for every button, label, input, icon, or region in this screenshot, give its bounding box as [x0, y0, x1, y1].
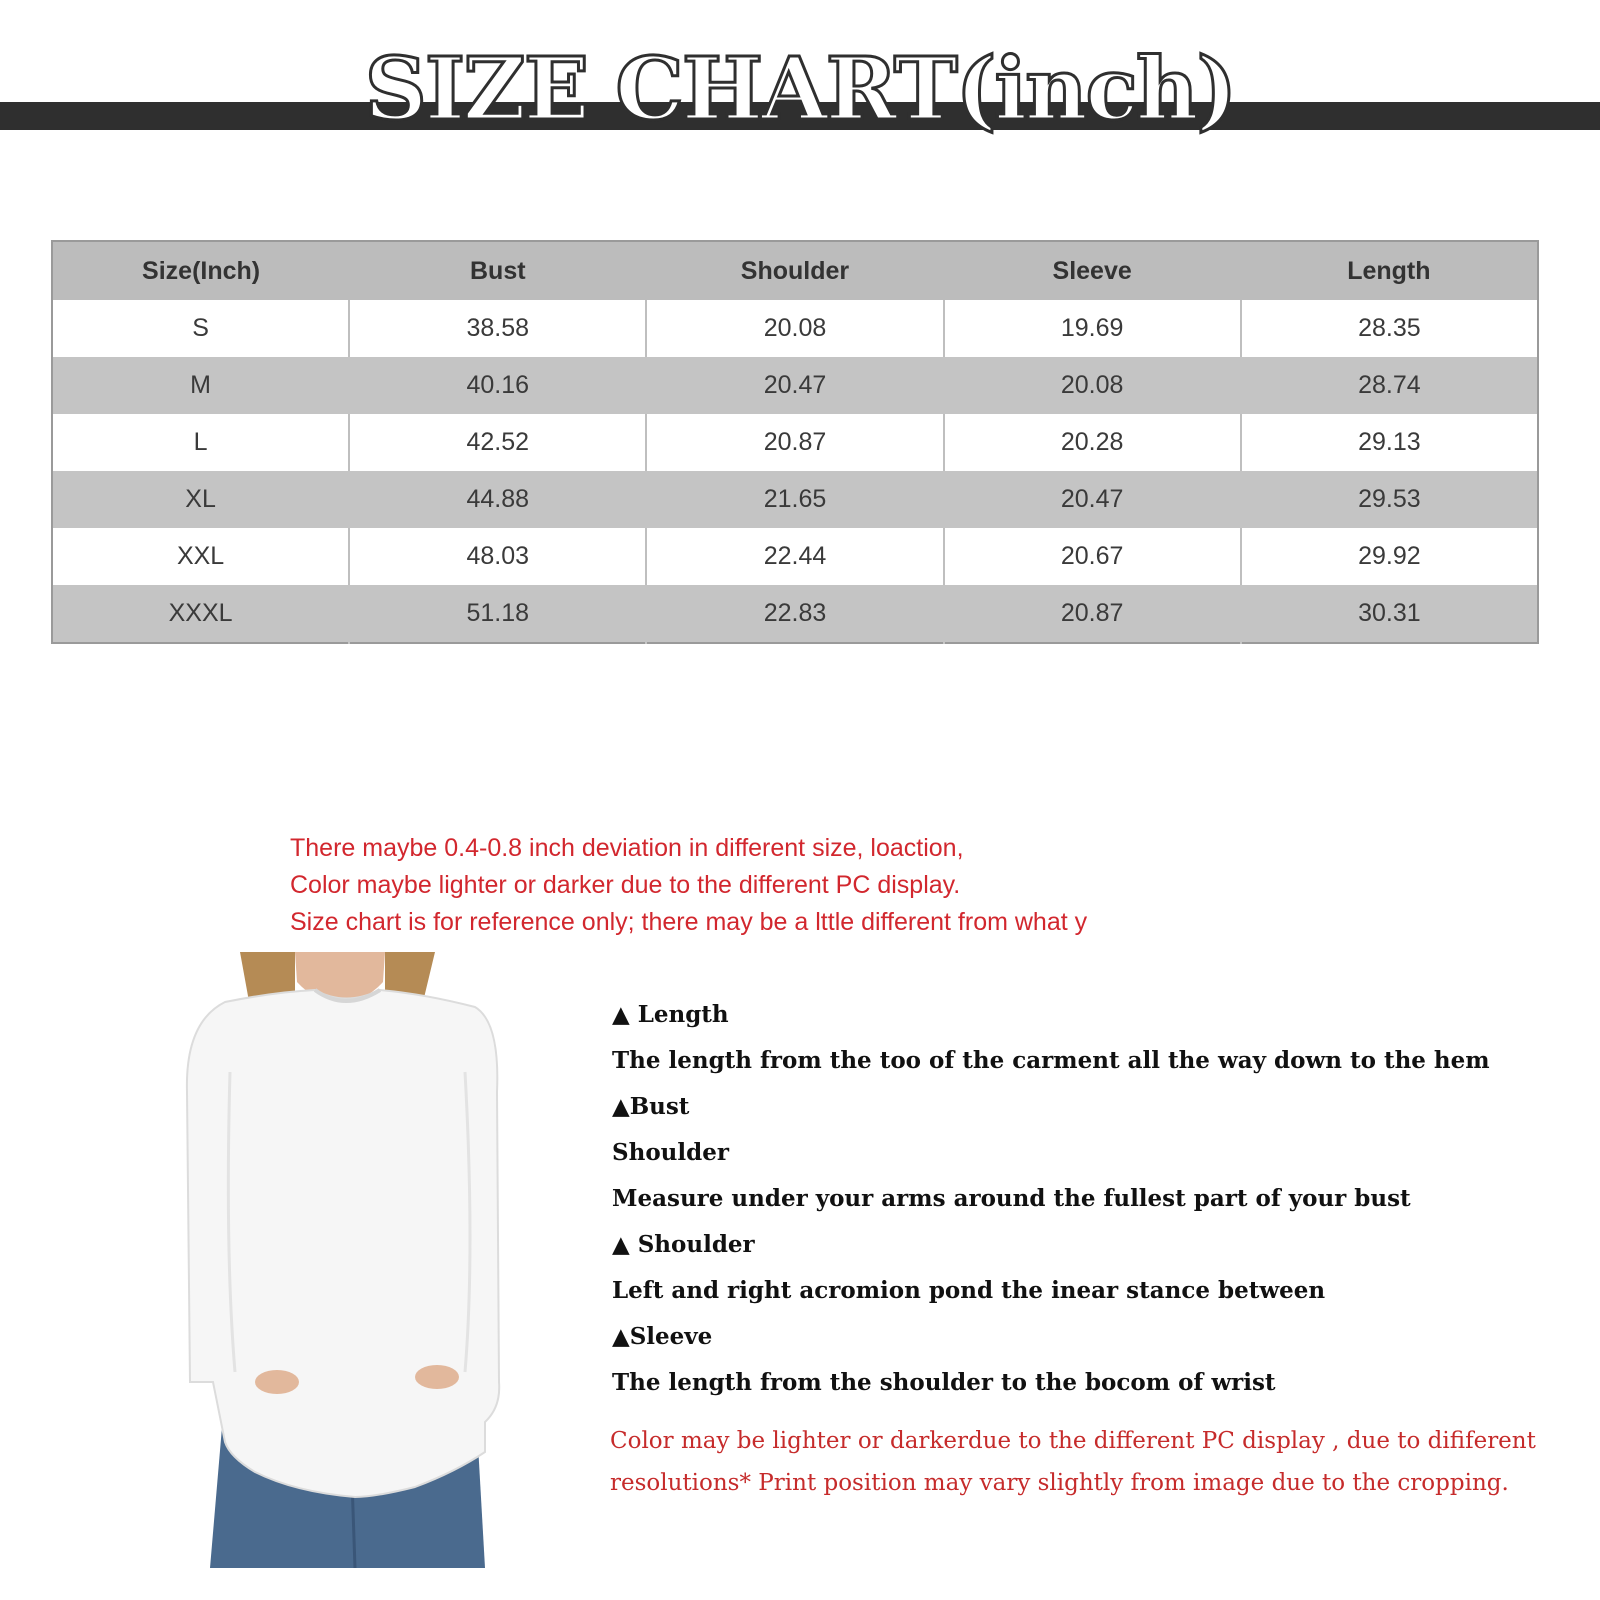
- guide-sleeve-text: The length from the shoulder to the bocom of wrist: [612, 1369, 1276, 1396]
- cell-length: 29.92: [1241, 528, 1538, 585]
- cell-shoulder: 22.44: [646, 528, 943, 585]
- notice-line: Color maybe lighter or darker due to the different PC display.: [290, 871, 961, 899]
- cell-size: XL: [52, 471, 349, 528]
- cell-size: L: [52, 414, 349, 471]
- measurement-guide: [612, 1000, 1562, 1414]
- guide-shoulder-label: Shoulder: [612, 1139, 729, 1166]
- guide-sleeve-heading: ▲Sleeve: [612, 1323, 713, 1350]
- size-chart-table: [51, 240, 1539, 644]
- table-row: [52, 528, 1538, 585]
- guide-length-heading: ▲ Length: [612, 1001, 729, 1028]
- cell-sleeve: 20.47: [944, 471, 1241, 528]
- cell-length: 29.13: [1241, 414, 1538, 471]
- table-row: [52, 300, 1538, 357]
- cell-size: S: [52, 300, 349, 357]
- cell-size: XXL: [52, 528, 349, 585]
- guide-bust-text: Measure under your arms around the fullest part of your bust: [612, 1185, 1411, 1212]
- header-sleeve: Sleeve: [944, 241, 1241, 300]
- cell-bust: 40.16: [349, 357, 646, 414]
- left-hand: [255, 1370, 299, 1394]
- table-row: [52, 357, 1538, 414]
- guide-shoulder-text: Left and right acromion pond the inear stance between: [612, 1277, 1326, 1304]
- cell-bust: 38.58: [349, 300, 646, 357]
- deviation-notice: [290, 830, 1150, 941]
- cell-sleeve: 20.08: [944, 357, 1241, 414]
- cell-bust: 44.88: [349, 471, 646, 528]
- right-hand: [415, 1365, 459, 1389]
- cell-length: 30.31: [1241, 585, 1538, 643]
- cell-length: 28.74: [1241, 357, 1538, 414]
- color-disclaimer: [610, 1420, 1570, 1504]
- cell-sleeve: 20.87: [944, 585, 1241, 643]
- disclaimer-line: resolutions* Print position may vary slightly from image due to the cropping.: [610, 1470, 1509, 1496]
- table-header-row: [52, 241, 1538, 300]
- cell-bust: 51.18: [349, 585, 646, 643]
- shirt-shape: [187, 990, 499, 1497]
- table-row: [52, 585, 1538, 643]
- guide-length-text: The length from the too of the carment all the way down to the hem: [612, 1047, 1490, 1074]
- cell-shoulder: 20.08: [646, 300, 943, 357]
- cell-size: M: [52, 357, 349, 414]
- notice-line: There maybe 0.4-0.8 inch deviation in different size, loaction,: [290, 834, 964, 862]
- header-length: Length: [1241, 241, 1538, 300]
- page-title: SIZE CHART(inch): [364, 39, 1236, 140]
- model-photo: [185, 952, 515, 1568]
- cell-bust: 48.03: [349, 528, 646, 585]
- cell-length: 29.53: [1241, 471, 1538, 528]
- guide-shoulder-heading: ▲ Shoulder: [612, 1231, 755, 1258]
- cell-sleeve: 20.67: [944, 528, 1241, 585]
- cell-shoulder: 20.47: [646, 357, 943, 414]
- header-size: Size(Inch): [52, 241, 349, 300]
- cell-shoulder: 22.83: [646, 585, 943, 643]
- header-shoulder: Shoulder: [646, 241, 943, 300]
- cell-shoulder: 20.87: [646, 414, 943, 471]
- model-illustration: [185, 952, 515, 1568]
- notice-line: Size chart is for reference only; there may be a lttle different from what y: [290, 908, 1088, 936]
- guide-bust-heading: ▲Bust: [612, 1093, 690, 1120]
- table-row: [52, 471, 1538, 528]
- table-row: [52, 414, 1538, 471]
- header-bust: Bust: [349, 241, 646, 300]
- cell-sleeve: 20.28: [944, 414, 1241, 471]
- cell-shoulder: 21.65: [646, 471, 943, 528]
- title-wrap: [0, 40, 1600, 140]
- cell-bust: 42.52: [349, 414, 646, 471]
- cell-size: XXXL: [52, 585, 349, 643]
- disclaimer-line: Color may be lighter or darkerdue to the different PC display , due to dififerent: [610, 1428, 1536, 1454]
- cell-sleeve: 19.69: [944, 300, 1241, 357]
- cell-length: 28.35: [1241, 300, 1538, 357]
